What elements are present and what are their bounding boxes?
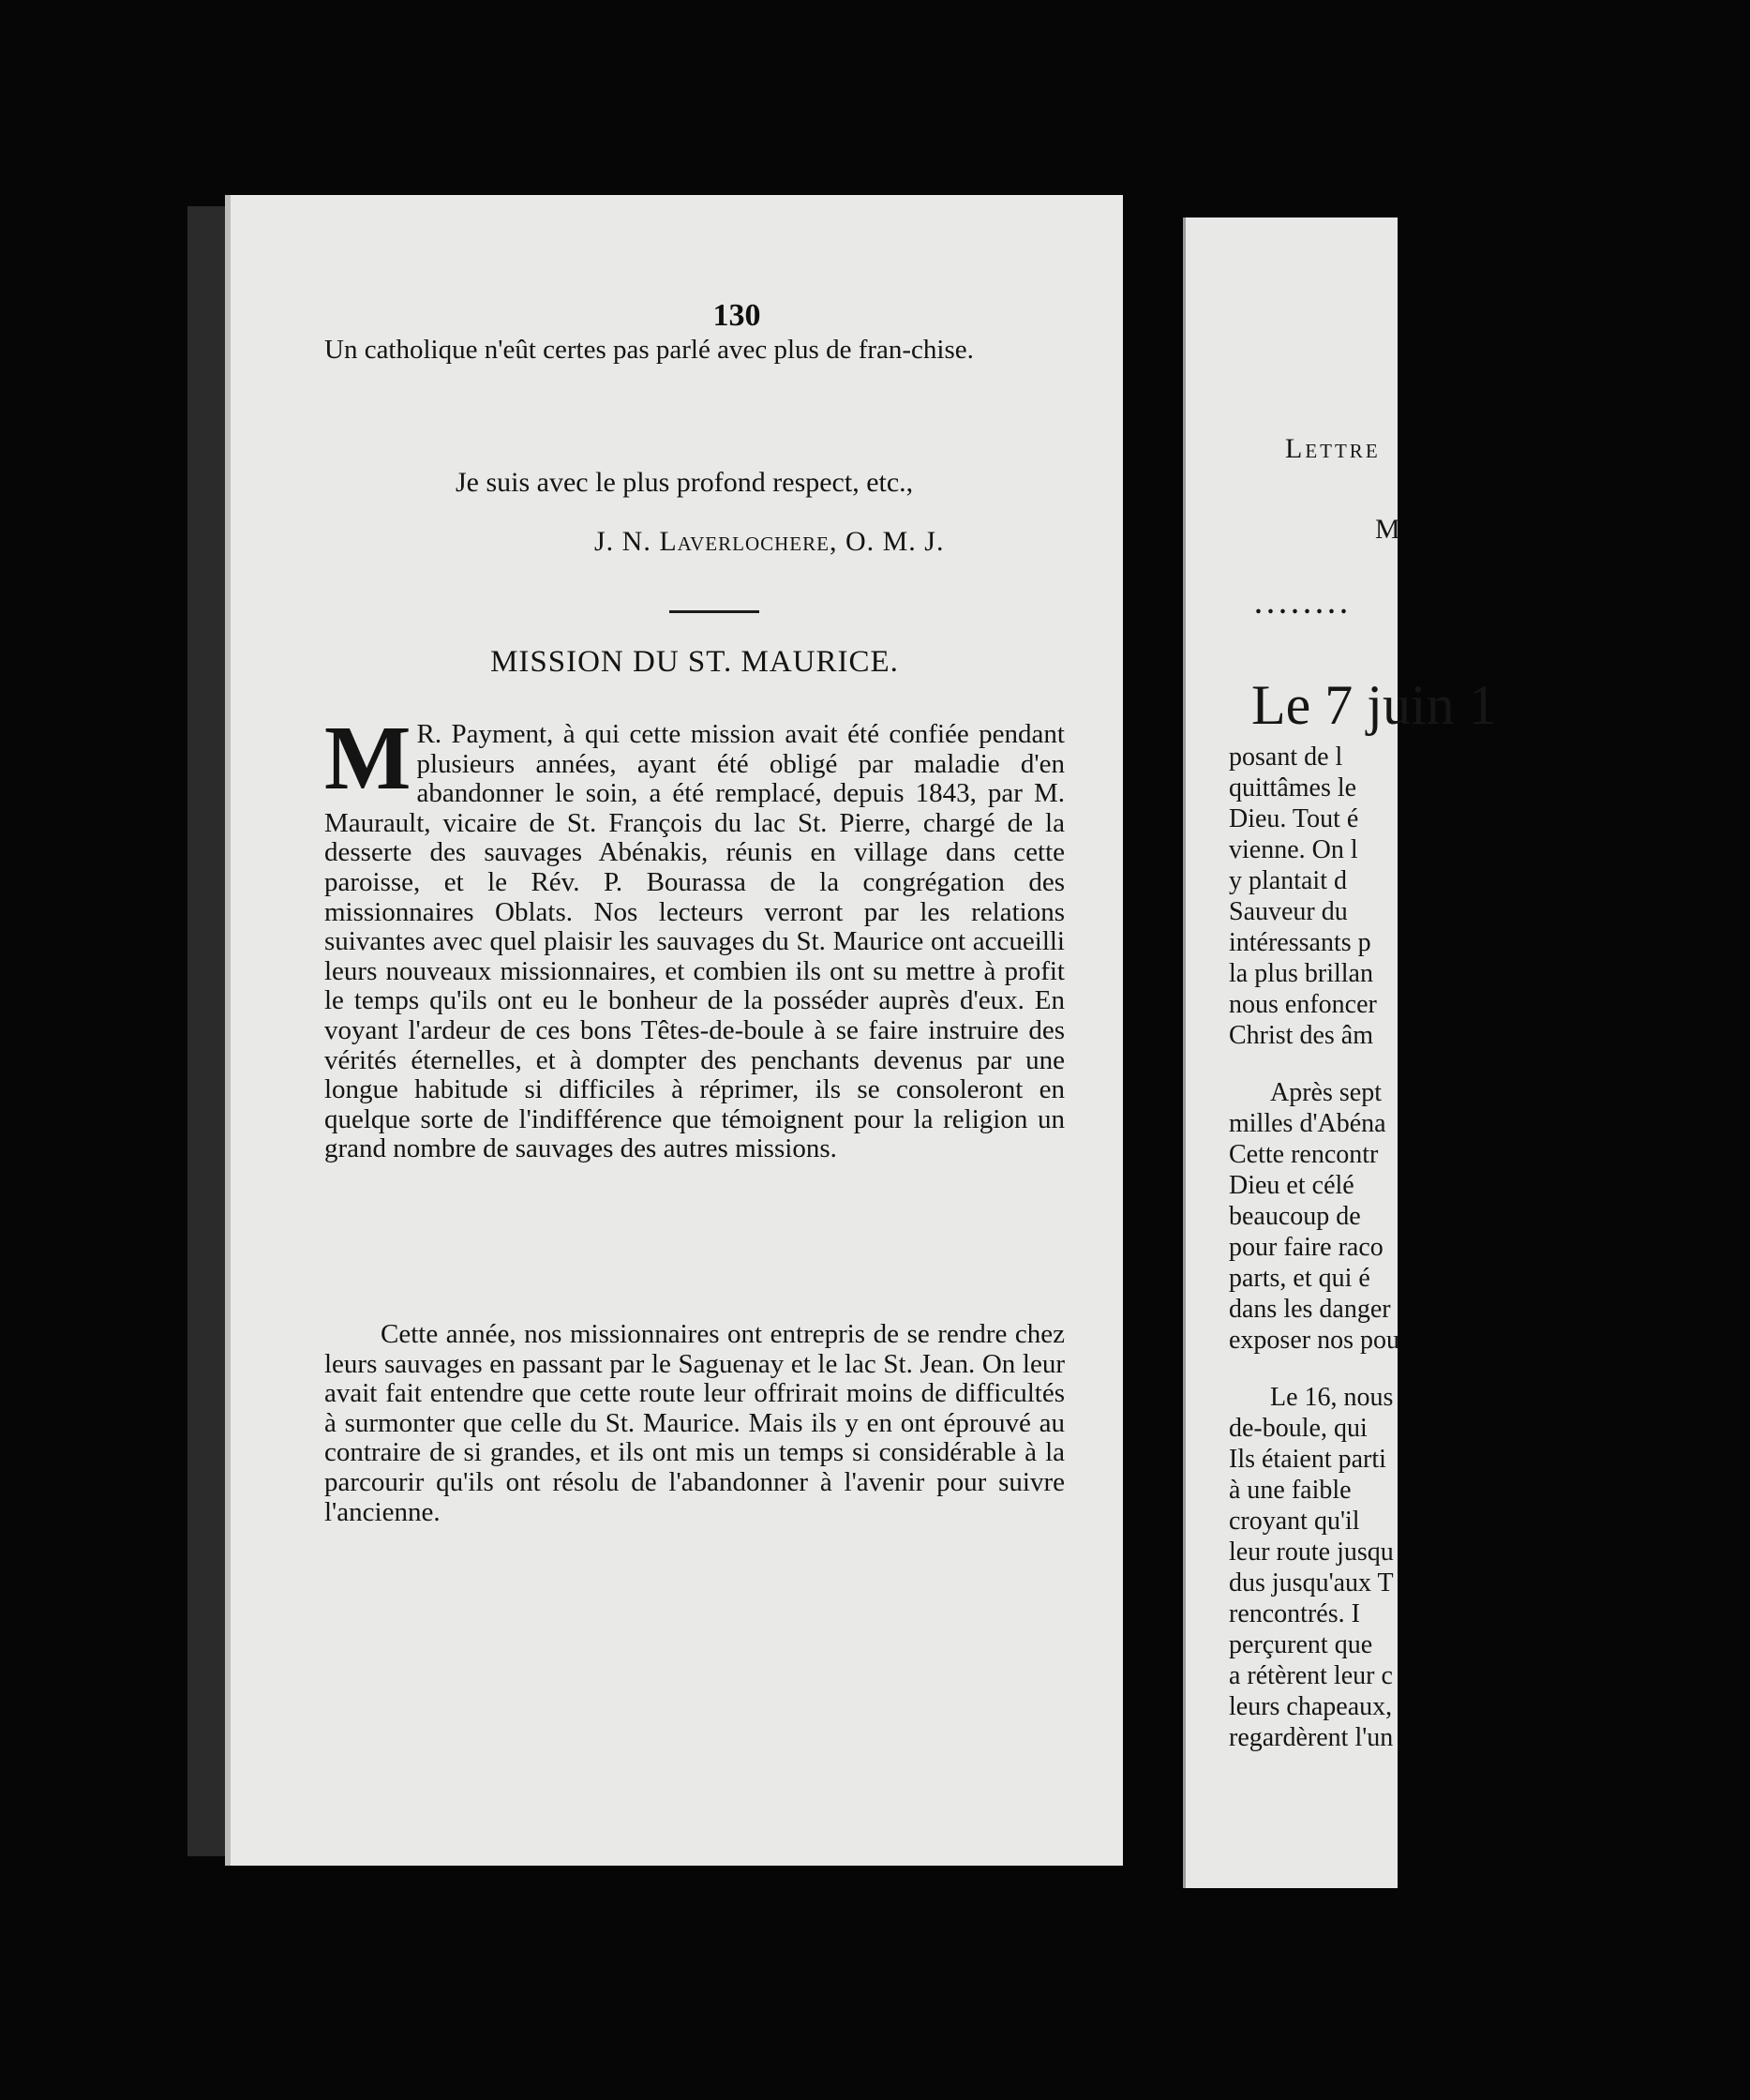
right-page-line: nous enfoncer — [1229, 990, 1377, 1019]
paragraph-1 — [324, 708, 1065, 1164]
left-page — [225, 195, 1123, 1866]
right-page-subheader: M — [1375, 514, 1400, 545]
right-page-line: dans les danger — [1229, 1295, 1391, 1324]
right-page-dots: ........ — [1255, 591, 1353, 620]
right-page-line: Cette rencontr — [1229, 1140, 1379, 1169]
right-page-line: posant de l — [1229, 742, 1343, 772]
paragraph-1-text: R. Payment, à qui cette mission avait été confiée pendant plusieurs années, ayant été obligé par maladie d'en abandonner le soin, a été remplacé, depuis 1843, par M. Maurault, vicaire de St. François du lac St. Pierre, chargé de la desserte des sauvages Abénakis, réunis en village dans cette paroisse, et le Rév. P. Bourassa de la congrégation des missionnaires Oblats. Nos lecteurs verront par les relations suivantes avec quel plaisir les sauvages du St. Maurice ont accueilli leurs nouveaux missionnaires, et combien ils ont su mettre à profit le temps qu'ils ont eu le bonheur de la posséder auprès d'eux. En voyant l'ardeur de ces bons Têtes-de-boule à se faire instruire des vérités éternelles, et à dompter des penchants devenus par une longue habitude si difficiles à réprimer, ils se consoleront en quelque sorte de l'indifférence que témoignent pour la religion un grand nombre de sauvages des autres missions. — [324, 719, 1065, 1164]
right-page-line: la plus brillan — [1229, 959, 1373, 988]
letter-closing: Je suis avec le plus profond respect, etc., — [456, 467, 914, 498]
right-page-line: Après sept — [1270, 1078, 1382, 1107]
right-page-line: perçurent que — [1229, 1630, 1373, 1659]
drop-cap: M — [324, 708, 411, 809]
right-page-header: Lettre — [1285, 433, 1381, 464]
right-page-line: Ils étaient parti — [1229, 1445, 1386, 1474]
section-divider — [669, 610, 759, 613]
right-page-line: quittâmes le — [1229, 773, 1357, 802]
right-page-line: y plantait d — [1229, 866, 1347, 895]
right-page-line: à une faible — [1229, 1476, 1352, 1505]
right-page-line: a rétèrent leur c — [1229, 1661, 1393, 1690]
paragraph-2: Cette année, nos missionnaires ont entrepris de se rendre chez leurs sauvages en passant par le Saguenay et le lac St. Jean. On leur avait fait entendre que cette route leur offrirait moins de difficultés à surmonter que celle du St. Maurice. Mais ils y en ont éprouvé au contraire de si grandes, et ils ont mis un temps si considérable à la parcourir qu'ils ont résolu de l'abandonner à l'avenir pour suivre l'ancienne. — [324, 1319, 1065, 1527]
right-page-line: rencontrés. I — [1229, 1599, 1360, 1628]
right-page-line: Christ des âm — [1229, 1021, 1373, 1050]
right-page-line: Dieu et célé — [1229, 1171, 1354, 1200]
right-page-line: exposer nos pou — [1229, 1326, 1399, 1355]
right-page-line: de-boule, qui — [1229, 1414, 1368, 1443]
right-page-line: dus jusqu'aux T — [1229, 1568, 1394, 1598]
right-page-line: croyant qu'il — [1229, 1507, 1360, 1536]
page-number: 130 — [712, 298, 761, 333]
right-page-line: beaucoup de — [1229, 1202, 1361, 1231]
right-page-line: milles d'Abéna — [1229, 1109, 1386, 1138]
right-page-line: leurs chapeaux, — [1229, 1692, 1393, 1721]
right-page-line: parts, et qui é — [1229, 1264, 1370, 1293]
section-title: MISSION DU ST. MAURICE. — [490, 645, 899, 679]
right-page-line: regardèrent l'un — [1229, 1723, 1394, 1752]
right-page-line: vienne. On l — [1229, 835, 1358, 864]
right-page-line: pour faire raco — [1229, 1233, 1384, 1262]
continuation-text: Un catholique n'eût certes pas parlé avec plus de fran-chise. — [324, 335, 974, 365]
right-page-cap-line: Le 7 juin 1 — [1251, 674, 1497, 736]
right-page-line: Sauveur du — [1229, 897, 1348, 926]
right-page-line: Dieu. Tout é — [1229, 804, 1359, 833]
right-page-line: leur route jusqu — [1229, 1538, 1394, 1567]
right-page-line: Le 16, nous — [1270, 1383, 1394, 1412]
right-page — [1183, 218, 1497, 1888]
right-page-line: intéressants p — [1229, 928, 1371, 957]
letter-signature: J. N. Laverlochere, O. M. J. — [594, 526, 945, 557]
right-page-first-line — [1251, 674, 1626, 736]
